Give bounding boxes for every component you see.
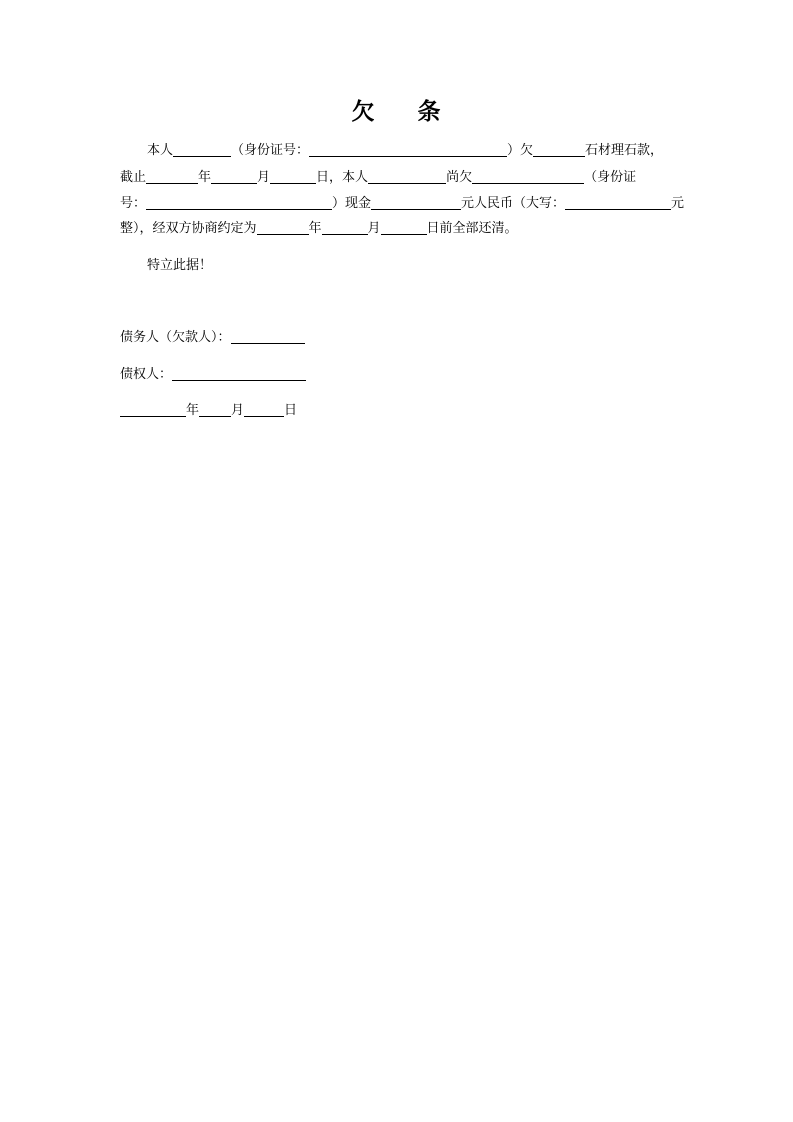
text-segment: （身份证 xyxy=(584,170,637,185)
signature-date-row xyxy=(120,402,297,420)
blank-id-number-2[interactable] xyxy=(146,195,332,210)
month-label: 月 xyxy=(231,403,245,418)
title-char-1: 欠 xyxy=(351,98,376,125)
creditor-signature-row xyxy=(120,366,306,384)
text-segment: 号： xyxy=(120,196,147,211)
text-segment: 月 xyxy=(257,170,271,185)
blank-name[interactable] xyxy=(173,142,231,157)
closing-note xyxy=(120,257,212,275)
blank-due-day[interactable] xyxy=(381,220,427,235)
year-label: 年 xyxy=(186,403,200,418)
text-segment: 日，本人 xyxy=(316,170,369,185)
debtor-label: 债务人（欠款人）： xyxy=(120,330,231,345)
text-segment: 元 xyxy=(671,196,685,211)
text-segment: 年 xyxy=(308,221,322,236)
text-segment: 尚欠 xyxy=(446,170,473,185)
title-char-2: 条 xyxy=(417,98,442,125)
text-segment: 截止 xyxy=(120,170,147,185)
blank-creditor-2[interactable] xyxy=(472,169,584,184)
blank-amount-uppercase[interactable] xyxy=(565,195,671,210)
sign-day-blank[interactable] xyxy=(244,402,284,417)
body-line-2 xyxy=(120,169,636,187)
blank-day[interactable] xyxy=(270,169,316,184)
blank-id-number[interactable] xyxy=(309,142,507,157)
blank-due-month[interactable] xyxy=(322,220,368,235)
creditor-label: 债权人： xyxy=(120,367,173,382)
blank-due-year[interactable] xyxy=(257,220,309,235)
blank-month[interactable] xyxy=(211,169,257,184)
text-segment: 元人民币（大写： xyxy=(461,196,566,211)
text-segment: （身份证号： xyxy=(231,143,310,158)
creditor-signature-blank[interactable] xyxy=(172,366,306,381)
body-line-3 xyxy=(120,195,684,213)
blank-name-2[interactable] xyxy=(368,169,446,184)
body-line-4 xyxy=(120,220,518,238)
document-title xyxy=(0,93,793,126)
text-segment: 月 xyxy=(367,221,381,236)
debtor-signature-blank[interactable] xyxy=(231,329,305,344)
blank-amount[interactable] xyxy=(371,195,461,210)
blank-year[interactable] xyxy=(146,169,198,184)
note-text: 特立此据！ xyxy=(147,258,213,273)
text-segment: 石材理石款， xyxy=(585,143,664,158)
debtor-signature-row xyxy=(120,329,305,347)
sign-year-blank[interactable] xyxy=(120,402,186,417)
text-segment: ）现金 xyxy=(332,196,372,211)
text-segment: 本人 xyxy=(147,143,174,158)
text-segment: 日前全部还清。 xyxy=(426,221,518,236)
text-segment: ）欠 xyxy=(507,143,534,158)
sign-month-blank[interactable] xyxy=(199,402,231,417)
text-segment: 年 xyxy=(198,170,212,185)
day-label: 日 xyxy=(284,403,298,418)
text-segment: 整），经双方协商约定为 xyxy=(120,221,257,236)
blank-creditor[interactable] xyxy=(533,142,585,157)
body-line-1 xyxy=(120,142,663,160)
